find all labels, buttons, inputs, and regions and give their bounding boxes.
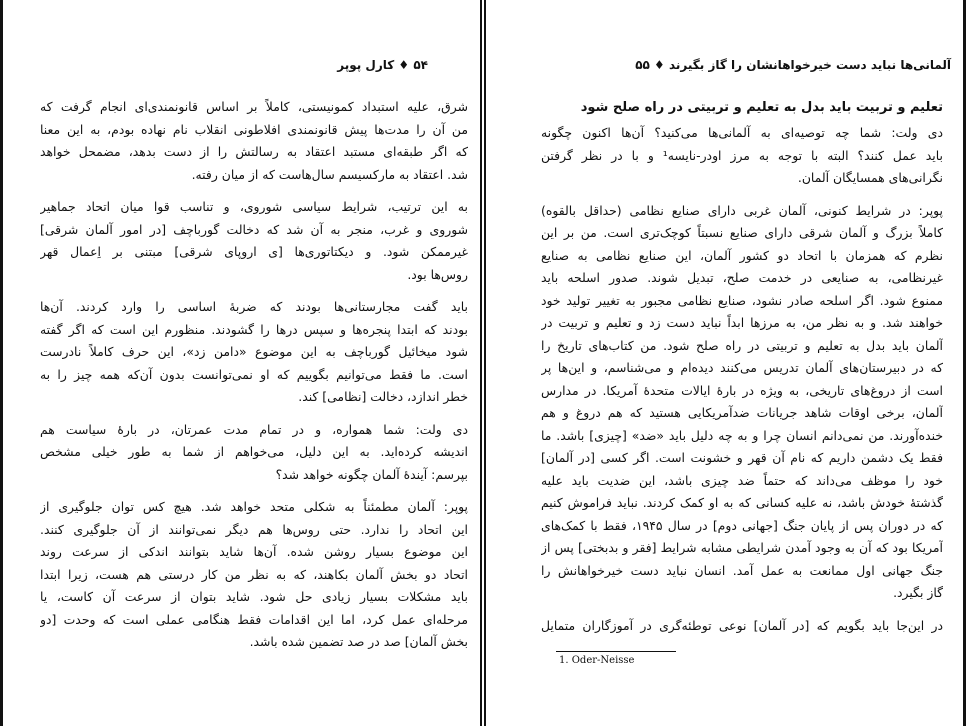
right-line: آلمان باید بدل به تعلیم و تربیتی در راه صلح شود. من کتاب‌های تاریخ را	[541, 337, 943, 353]
left-line: بپرسم: آیندهٔ آلمان چگونه خواهد شد؟	[275, 466, 468, 482]
left-line: باید مشکلات بسیار زیادی حل شود. شاید بتوان از سرعت آن کاست، یا	[40, 589, 468, 604]
left-line: دی ولت: شما همواره، و در تمام مدت عمرتان، در بارهٔ سیاست هم	[40, 421, 468, 437]
left-line: شرق، علیه استبداد کمونیستی، کاملاً بر اساس قانونمندی‌ای انجام گرفت که	[40, 99, 468, 114]
right-line: آمریکا بود که آن به وجود آمدن شرایطی مشابه شرایط [فقر و بدبختی] پس از	[541, 540, 943, 555]
right-line: خود را موظف می‌داند که حتماً ضد چیزی باشد، این ضدیت باید علیه	[541, 472, 943, 488]
left-line: است. ما فقط می‌توانیم بگوییم که او نمی‌توانست بدون آن‌که همه چیز را به	[40, 366, 468, 382]
right-text-column	[541, 96, 943, 637]
footnote-rule	[556, 651, 676, 652]
left-line: بودند که ابتدا پنجره‌ها و سپس درها را گشودند. منظورم این است که اگر گفته	[40, 321, 468, 337]
left-line: اتحاد دو بخش آلمان بکاهند، که به نظر من کار درستی هم هست، زیرا ابتدا	[40, 566, 468, 582]
left-line: باید گفت مجارستانی‌ها بودند که ضربهٔ اساسی را وارد کردند. آن‌ها	[40, 299, 468, 314]
left-line: من آن را مدت‌ها پیش قانونمندی افلاطونی انقلاب نام نهاده بودم، به این معنا	[40, 121, 468, 137]
right-line: نگرانی‌های همسایگان آلمان.	[797, 170, 943, 185]
right-line: غیرنظامی، به صنایعی در خدمت صلح، تبدیل شوند. صدور اسلحه باید	[541, 270, 943, 285]
section-heading: تعلیم و تربیت باید بدل به تعلیم و تربیتی در راه صلح شود	[580, 100, 943, 115]
right-line: نظرم که همزمان با اتحاد دو کشور آلمان، این صنایع نظامی به صنایع	[541, 247, 943, 263]
left-line: روس‌ها بود.	[407, 266, 468, 282]
right-line: در این‌جا باید بگویم که [در آلمان] نوعی توطئه‌گری در آموزگاران متمایل	[541, 617, 943, 633]
right-line: دی ولت: شما چه توصیه‌ای به آلمانی‌ها می‌کنید؟ آن‌ها اکنون چگونه	[541, 125, 943, 140]
right-line: گاز بگیرد.	[893, 585, 943, 600]
right-line: کاملاً بزرگ و آلمان شرقی دارای صنایع نسبتاً کوچک‌تری است. من بر این	[541, 225, 943, 240]
right-line: که در دبیرستان‌های آلمان تدریس می‌کنند دیده‌ام و می‌شناسم، و این‌ها پر	[541, 360, 943, 375]
right-line: باید عمل کنند؟ البته با توجه به مرز اودر-نایسه¹ و با در نظر گرفتن	[541, 147, 943, 163]
left-line: شد. اعتقاد به مارکسیسم سال‌هاست که از میان رفته.	[191, 166, 468, 182]
footnote: 1. Oder-Neisse	[559, 655, 635, 666]
right-line: گذشتهٔ خودش باشد، نه علیه کسانی که به او کمک کردند. نباید فراموش کنیم	[541, 495, 943, 510]
left-line: این موضوع بسیار روشن شده. آن‌ها شاید بتوانند اندکی از سرعت روند	[40, 544, 468, 559]
left-line: که اگر طبقه‌ای مستبد اعتقاد به رسالتش را از دست بدهد، مضمحل خواهد	[40, 144, 468, 159]
left-page	[0, 0, 482, 726]
right-line: خواهند شد. و به نظر من، به مرزها ابداً نباید دست زد و تعلیم و تربیت در	[541, 315, 943, 330]
left-line: شوروی و غرب، منجر به آن شد که دخالت گورباچف [در امور آلمان شرقی]	[40, 221, 468, 237]
right-line: پوپر: در شرایط کنونی، آلمان غربی دارای صنایع نظامی (حداقل بالقوه)	[541, 202, 943, 218]
right-line: جنگ جهانی اول ممانعت به عمل آمد. انسان نباید دست خیرخواهانش را	[541, 562, 943, 578]
left-line: خطر اندازد، دخالت [نظامی] کند.	[298, 389, 468, 404]
left-line: به این ترتیب، شرایط سیاسی شوروی، و تناسب قوا میان اتحاد جماهیر	[40, 199, 468, 214]
right-line: که در دوران پس از پایان جنگ [جهانی دوم] در سال ۱۹۴۵، فقط با کمک‌های	[541, 517, 943, 533]
left-line: شود میخائیل گورباچف به این موضوع «دامن زد»، این حرف کاملاً نادرست	[40, 344, 468, 359]
right-line: است از دروغ‌های تاریخی، به ویژه در بارهٔ ایالات متحدهٔ آمریکا. در مدارس	[541, 382, 943, 398]
left-line: غیرممکن شود. و دیکتاتوری‌ها [ی اروپای شرقی] مبتنی بر اِعمال قهر	[40, 244, 468, 259]
left-line: بخش آلمان] صد در صد تضمین شده باشد.	[249, 634, 468, 649]
right-running-head: آلمانی‌ها نباید دست خیرخواهانشان را گاز بگیرند ♦ ۵۵	[635, 58, 951, 72]
left-edge-divider	[0, 0, 3, 726]
left-running-head: ۵۴ ♦ کارل پوپر	[337, 58, 428, 72]
left-line: این اتحاد را ندارد. حتی روس‌ها هم دیگر نمی‌توانند از آن جلوگیری کنند.	[40, 521, 468, 537]
right-line: آلمان، برخی اوقات شاهد جریانات ضدآمریکایی هستید که هم دروغ و هم	[541, 405, 943, 420]
left-line: اندیشه کرده‌اید. به این دلیل، می‌خواهم از شما به طور خیلی مشخص	[40, 444, 468, 459]
left-line: پوپر: آلمان مطمئناً به شکلی متحد خواهد شد. هیچ کس توان جلوگیری از	[40, 499, 468, 514]
right-line: ممنوع شود. اگر اسلحه صادر نشود، صنایع نظامی مجبور به تغییر تولید خود	[541, 292, 943, 308]
right-page	[484, 0, 966, 726]
left-line: مرحله‌ای عمل کرد، اما این اقدامات فقط هنگامی عملی است که وحدت [دو	[40, 611, 468, 627]
right-line: خنده‌آورند. من نمی‌دانم انسان چرا و به چه دلیل باید «ضد» [چیزی] باشد. ما	[541, 427, 943, 443]
left-text-column	[40, 96, 468, 654]
right-line: فقط یک دشمن داریم که نام آن قهر و خشونت است. اگر کسی [در آلمان]	[541, 450, 943, 465]
